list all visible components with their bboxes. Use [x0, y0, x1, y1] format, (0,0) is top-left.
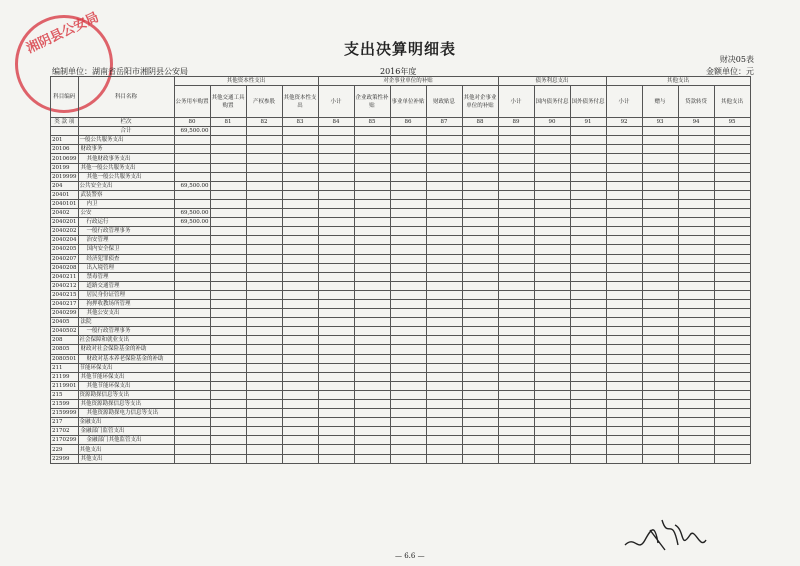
value-cell: [174, 418, 210, 427]
subject-code: 211: [51, 363, 79, 372]
index-cell: 84: [318, 118, 354, 127]
value-cell: [174, 363, 210, 372]
subject-code: 2040211: [52, 273, 77, 280]
index-cell: 82: [246, 118, 282, 127]
subject-code: 22999: [51, 454, 79, 463]
col-header: 国外债务付息: [570, 86, 606, 118]
subject-code: 20805: [51, 345, 79, 354]
subject-code: 20401: [51, 190, 79, 199]
subject-name: 金融部门其他监管支出: [78, 436, 174, 445]
subject-code: 20402: [51, 209, 79, 218]
seal-text: 湘阴县公安局: [24, 10, 102, 57]
table-row: [51, 172, 751, 181]
value-cell: [174, 390, 210, 399]
table-row: [51, 263, 751, 272]
table-row: [51, 336, 751, 345]
value-cell: [174, 172, 210, 181]
value-cell: [174, 327, 210, 336]
index-cell: 89: [498, 118, 534, 127]
subject-code: 208: [51, 336, 79, 345]
value-cell: [174, 336, 210, 345]
subject-name: 其他资源勘探电力信息等支出: [78, 409, 174, 418]
table-row: [51, 199, 751, 208]
subject-code: 2040502: [52, 328, 77, 335]
handwritten-signature: [620, 505, 710, 560]
table-row: [51, 427, 751, 436]
group-header-subsidy: 对企事业单位的补贴: [318, 77, 498, 86]
value-cell: [174, 199, 210, 208]
col-header: 企业政策性补贴: [354, 86, 390, 118]
total-code: [51, 127, 79, 136]
subject-code: 229: [51, 445, 79, 454]
index-cell: 83: [282, 118, 318, 127]
table-row: [51, 418, 751, 427]
table-row: [51, 290, 751, 299]
col-header: 其他交通工具购置: [210, 86, 246, 118]
document-title: 支出决算明细表: [343, 40, 456, 58]
subject-code: 2040208: [52, 264, 77, 271]
subject-code: 2040299: [52, 310, 77, 317]
name-header: 科目名称: [78, 77, 174, 118]
value-cell: [174, 227, 210, 236]
value-cell: [174, 154, 210, 163]
subject-name: 其他支出: [78, 445, 174, 454]
subject-code: 21599: [51, 400, 79, 409]
value-cell: [174, 381, 210, 390]
fiscal-year: 2016年度: [380, 67, 417, 76]
subject-code: 2040201: [52, 219, 77, 226]
value-cell: [174, 454, 210, 463]
table-row: [51, 281, 751, 290]
col-header: 其他支出: [714, 86, 750, 118]
value-cell: [174, 372, 210, 381]
table-row: [51, 299, 751, 308]
code-header: 科目编码: [51, 77, 79, 118]
table-row: [51, 327, 751, 336]
subject-name: 公共安全支出: [78, 181, 174, 190]
table-row: [51, 136, 751, 145]
value-cell: [174, 318, 210, 327]
value-cell: [174, 254, 210, 263]
total-value: 69,500.00: [174, 127, 210, 136]
value-cell: [174, 309, 210, 318]
col-header: 财政贴息: [426, 86, 462, 118]
subject-name: 金融支出: [78, 418, 174, 427]
col-header: 贷款转贷: [678, 86, 714, 118]
table-row: [51, 318, 751, 327]
subject-name: 其他节能环保支出: [78, 381, 174, 390]
col-header: 事业单位补贴: [390, 86, 426, 118]
table-row: [51, 409, 751, 418]
value-cell: [174, 272, 210, 281]
total-label: 合计: [78, 127, 174, 136]
subject-name: 其他财政事务支出: [78, 154, 174, 163]
table-row: [51, 354, 751, 363]
table-row: [51, 400, 751, 409]
subject-name: 公安: [78, 209, 174, 218]
table-row: [51, 345, 751, 354]
subject-name: 社会保障和就业支出: [78, 336, 174, 345]
index-cell: 91: [570, 118, 606, 127]
subject-name: 拘押收教场所管理: [78, 299, 174, 308]
subject-name: 武装警察: [78, 190, 174, 199]
table-row: [51, 381, 751, 390]
table-row: [51, 390, 751, 399]
subject-code: 2040101: [52, 200, 77, 207]
subject-code: 2080501: [52, 355, 77, 362]
value-cell: [174, 281, 210, 290]
subject-name: 其他一般公共服务支出: [78, 172, 174, 181]
index-label: 栏次: [78, 118, 174, 127]
index-cell: 87: [426, 118, 462, 127]
subject-name: 一般行政管理事务: [78, 327, 174, 336]
value-cell: [174, 345, 210, 354]
subject-code: 201: [51, 136, 79, 145]
table-row: [51, 309, 751, 318]
value-cell: [174, 436, 210, 445]
index-cell: 95: [714, 118, 750, 127]
subject-code: 2040212: [52, 282, 77, 289]
value-cell: [174, 245, 210, 254]
subject-code: 2119901: [52, 382, 77, 389]
value-cell: [174, 163, 210, 172]
subject-name: 出入境管理: [78, 263, 174, 272]
col-header: 小计: [498, 86, 534, 118]
value-cell: [174, 354, 210, 363]
col-header: 产权参股: [246, 86, 282, 118]
subject-code: 2010699: [52, 155, 77, 162]
index-cell: 90: [534, 118, 570, 127]
value-cell: [174, 427, 210, 436]
subject-name: 其他公安支出: [78, 309, 174, 318]
table-row: [51, 272, 751, 281]
subject-code: 20106: [51, 145, 79, 154]
subject-name: 国内安全保卫: [78, 245, 174, 254]
index-cell: 86: [390, 118, 426, 127]
col-header: 国内债务付息: [534, 86, 570, 118]
subject-code: 2040204: [52, 237, 77, 244]
expenditure-table: [50, 76, 751, 464]
subject-name: 其他资源勘探信息等支出: [78, 400, 174, 409]
subject-code: 217: [51, 418, 79, 427]
subject-code: 2019999: [52, 173, 77, 180]
subject-name: 行政运行: [78, 218, 174, 227]
subject-code: 2040207: [52, 255, 77, 262]
value-cell: [174, 190, 210, 199]
subject-code: 20405: [51, 318, 79, 327]
class-item-sub: 类 款 项: [51, 118, 79, 127]
table-row: [51, 209, 751, 218]
table-row: [51, 218, 751, 227]
subject-code: 21702: [51, 427, 79, 436]
form-number: 财决05表: [719, 55, 754, 64]
value-cell: [174, 409, 210, 418]
table-row: [51, 436, 751, 445]
value-cell: [174, 263, 210, 272]
page-number: — 6.6 —: [395, 552, 425, 560]
subject-code: 2040217: [52, 301, 77, 308]
subject-code: 2040215: [52, 291, 77, 298]
subject-name: 治安管理: [78, 236, 174, 245]
table-row: [51, 154, 751, 163]
value-cell: [174, 290, 210, 299]
subject-name: 其他支出: [78, 454, 174, 463]
subject-name: 财政对社会保险基金的补助: [78, 345, 174, 354]
col-header: 小计: [606, 86, 642, 118]
subject-name: 其他节能环保支出: [78, 372, 174, 381]
subject-name: 节能环保支出: [78, 363, 174, 372]
subject-code: 2040205: [52, 246, 77, 253]
index-cell: 88: [462, 118, 498, 127]
table-row: [51, 145, 751, 154]
group-header-other: 其他支出: [606, 77, 750, 86]
value-cell: [174, 136, 210, 145]
value-cell: 69,500.00: [174, 209, 210, 218]
table-row: [51, 445, 751, 454]
subject-name: 法院: [78, 318, 174, 327]
index-cell: 85: [354, 118, 390, 127]
subject-code: 2040202: [52, 228, 77, 235]
subject-name: 经济犯罪侦查: [78, 254, 174, 263]
table-row: [51, 454, 751, 463]
col-header: 公务用车购置: [174, 86, 210, 118]
table-row: [51, 363, 751, 372]
subject-code: 2170299: [52, 437, 77, 444]
value-cell: [174, 299, 210, 308]
col-header: 赠与: [642, 86, 678, 118]
organization: 编制单位：湖南省岳阳市湘阴县公安局: [52, 67, 188, 76]
table-row: [51, 236, 751, 245]
subject-name: 禁毒管理: [78, 272, 174, 281]
subject-name: 财政对基本养老保险基金的补助: [78, 354, 174, 363]
value-cell: [174, 236, 210, 245]
group-header-debt: 债务利息支出: [498, 77, 606, 86]
index-cell: 80: [174, 118, 210, 127]
col-header: 其他对企事业单位的补贴: [462, 86, 498, 118]
index-cell: 81: [210, 118, 246, 127]
subject-code: 21199: [51, 372, 79, 381]
group-header-capital: 其他资本性支出: [174, 77, 318, 86]
subject-name: 内卫: [78, 199, 174, 208]
value-cell: [174, 400, 210, 409]
index-cell: 93: [642, 118, 678, 127]
subject-code: 204: [51, 181, 79, 190]
subject-name: 金融部门监管支出: [78, 427, 174, 436]
subject-code: 2159999: [52, 410, 77, 417]
subject-code: 20199: [51, 163, 79, 172]
value-cell: 69,500.00: [174, 218, 210, 227]
index-cell: 94: [678, 118, 714, 127]
subject-name: 一般公共服务支出: [78, 136, 174, 145]
col-header: 其他资本性支出: [282, 86, 318, 118]
subject-code: 215: [51, 390, 79, 399]
subject-name: 一般行政管理事务: [78, 227, 174, 236]
subject-name: 居民身份证管理: [78, 290, 174, 299]
subject-name: 道路交通管理: [78, 281, 174, 290]
value-cell: [174, 145, 210, 154]
table-row: [51, 254, 751, 263]
table-row: [51, 227, 751, 236]
value-cell: 69,500.00: [174, 181, 210, 190]
subject-name: 其他一般公共服务支出: [78, 163, 174, 172]
table-row: [51, 163, 751, 172]
table-row: [51, 245, 751, 254]
subject-name: 资源勘探信息等支出: [78, 390, 174, 399]
value-cell: [174, 445, 210, 454]
subject-name: 财政事务: [78, 145, 174, 154]
col-header: 小计: [318, 86, 354, 118]
amount-unit: 金额单位：元: [706, 67, 754, 76]
table-row: [51, 372, 751, 381]
index-cell: 92: [606, 118, 642, 127]
table-row: [51, 190, 751, 199]
table-row: [51, 181, 751, 190]
